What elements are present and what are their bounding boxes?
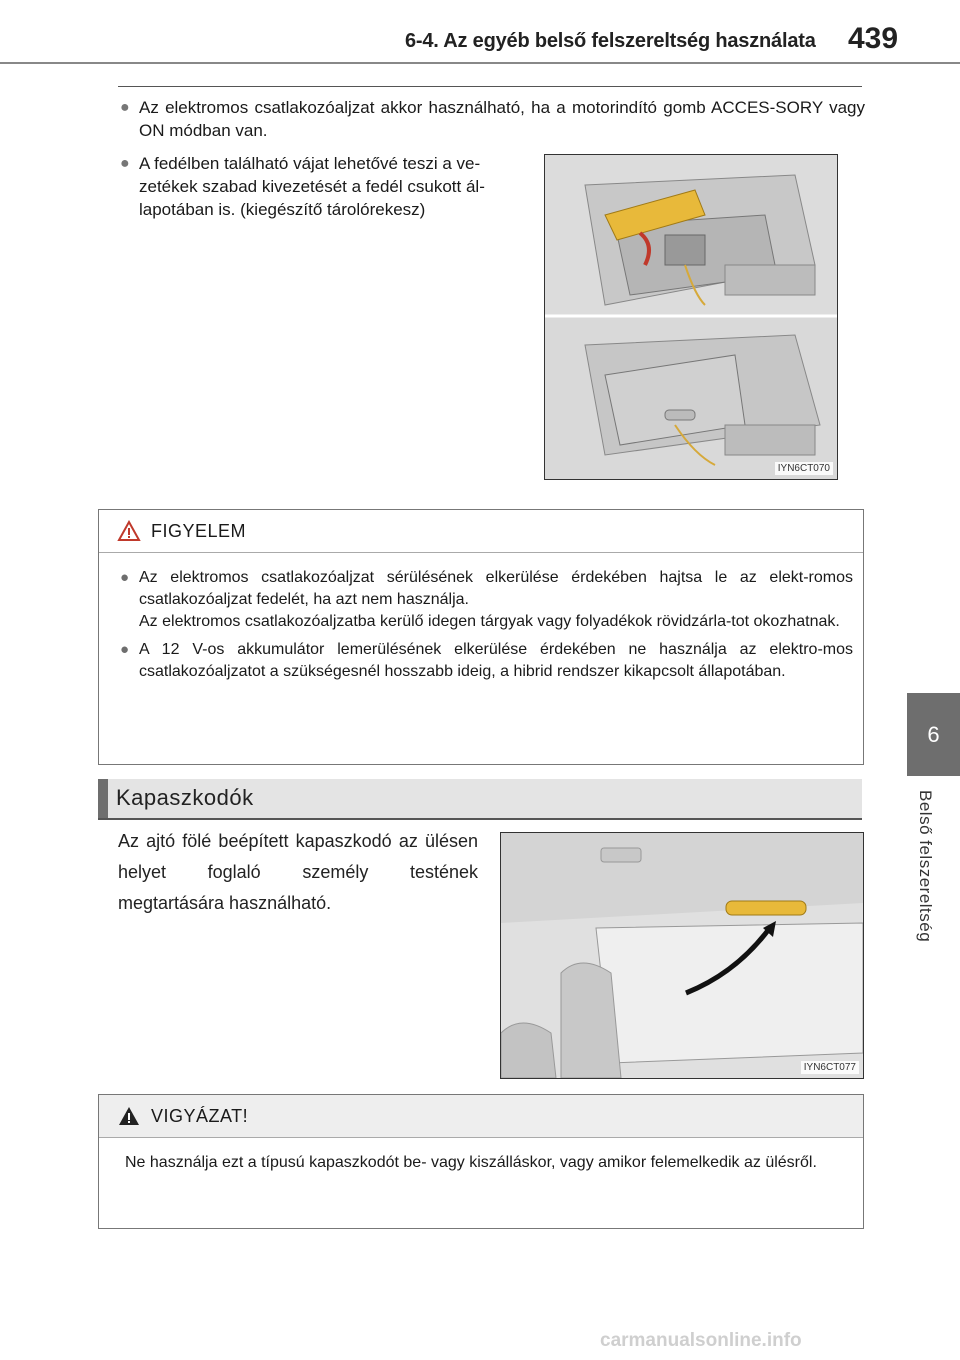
warning-triangle-icon [117, 1105, 141, 1127]
assist-grip-drawing [501, 833, 863, 1078]
content-divider [118, 86, 862, 87]
chapter-tab [907, 693, 960, 776]
bullet-dot-icon: ● [120, 569, 130, 586]
caution-text: Az elektromos csatlakozóaljzat sérülésének elkerülése érdekében hajtsa le az elekt-romos csatlakozóaljzat fedelét, ha azt nem használja. [139, 569, 853, 608]
warning-header [99, 1095, 863, 1138]
bullet-dot-icon: ● [120, 155, 130, 172]
warning-body: Ne használja ezt a típusú kapaszkodót be- vagy kiszálláskor, vagy amikor felemelkedik az ülésről. [125, 1154, 817, 1171]
assist-grip-illustration [500, 832, 864, 1079]
chapter-number: 6 [927, 721, 940, 747]
section-heading-bar [98, 779, 862, 820]
warning-box [98, 1094, 864, 1229]
caution-box [98, 509, 864, 765]
bullet-dot-icon: ● [120, 641, 130, 658]
bullet-text: Az elektromos csatlakozóaljzat akkor használható, ha a motorindító gomb ACCES-SORY vagy ON módban van. [139, 98, 865, 140]
watermark: carmanualsonline.info [600, 1330, 802, 1351]
figure-code: IYN6CT077 [801, 1061, 859, 1074]
caution-header [99, 510, 863, 553]
caution-text: Az elektromos csatlakozóaljzatba kerülő idegen tárgyak vagy folyadékok rövidzárla-tot okozhatnak. [139, 613, 840, 630]
running-header: 6-4. Az egyéb belső felszereltség használata [405, 30, 816, 52]
bullet-lid-groove [120, 152, 521, 221]
caution-heading: FIGYELEM [151, 520, 247, 541]
bullet-dot-icon: ● [120, 99, 130, 116]
header-divider [0, 62, 960, 64]
caution-item [120, 567, 853, 633]
section-accent [98, 779, 108, 818]
section-title: Kapaszkodók [116, 785, 254, 810]
bullet-outlet-usage [120, 96, 865, 142]
warning-heading: VIGYÁZAT! [151, 1105, 249, 1126]
power-outlet-drawing [545, 155, 837, 479]
chapter-label: Belső felszereltség [916, 790, 935, 943]
power-outlet-illustration [544, 154, 838, 480]
page-number: 439 [848, 22, 899, 55]
section-paragraph: Az ajtó fölé beépített kapaszkodó az ülésen helyet foglaló személy testének megtartására használható. [118, 831, 478, 913]
bullet-text: A fedélben található vájat lehetővé teszi a ve-zetékek szabad kivezetését a fedél csukott ál-lapotában is. (kiegészítő tárolórekesz) [139, 154, 485, 219]
figure-code: IYN6CT070 [775, 462, 833, 475]
caution-text: A 12 V-os akkumulátor lemerülésének elkerülése érdekében ne használja az elektro-mos csatlakozóaljzatot a szükségesnél hosszabb ideig, a hibrid rendszer kikapcsolt állapotában. [139, 641, 853, 680]
caution-body [99, 553, 863, 683]
caution-item [120, 639, 853, 683]
caution-triangle-icon [117, 520, 141, 542]
